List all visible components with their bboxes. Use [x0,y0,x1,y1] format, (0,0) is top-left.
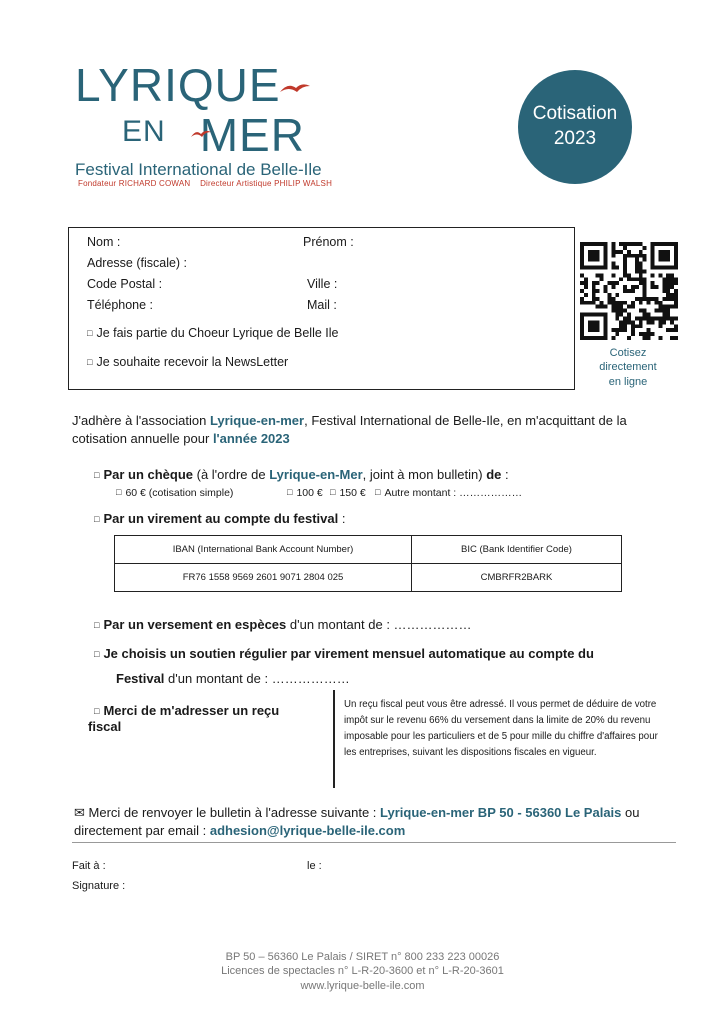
intro-year: l'année 2023 [212,430,290,446]
cheque-text-2: , joint à mon bulletin) [362,467,487,482]
iban-header: IBAN (International Bank Account Number) [115,536,412,564]
field-fait-a[interactable]: Fait à : [72,860,106,872]
recu-title-2: fiscal [88,719,122,734]
bird-small-icon [190,128,212,139]
logo-en: EN [122,115,166,148]
field-nom[interactable]: Nom : [87,235,121,249]
option-mensuel[interactable] [94,645,594,663]
bic-header: BIC (Bank Identifier Code) [412,536,622,564]
founder-label: Fondateur [78,179,117,188]
renvoi-text-1: Merci de renvoyer le bulletin à l'adresse suivante : [84,805,381,820]
logo-mer: MER [199,109,305,161]
cheque-opt1-label: 60 € (cotisation simple) [125,487,234,499]
cheque-option-150[interactable] [330,486,366,500]
badge-year: 2023 [553,128,597,149]
recu-title-1: Merci de m'adresser un reçu [103,703,280,718]
cheque-opt4-label: Autre montant : ……………… [384,487,523,499]
intro-text-2: , Festival International de Belle-Ile, en m'acquittant de la [304,413,627,428]
table-row [115,536,622,564]
bic-value: CMBRFR2BARK [412,564,622,592]
founder-name: RICHARD COWAN [118,179,191,188]
qr-caption-line1: Cotisez [609,347,647,359]
cheque-de: de [486,467,502,482]
field-prenom[interactable]: Prénom : [303,235,354,249]
footer [0,950,725,993]
field-adresse[interactable]: Adresse (fiscale) : [87,256,188,270]
qr-code-icon[interactable] [580,242,678,340]
footer-website[interactable]: www.lyrique-belle-ile.com [300,979,425,992]
field-date[interactable]: le : [307,860,322,872]
footer-licences: Licences de spectacles n° L-R-20-3600 et n° L-R-20-3601 [221,965,504,978]
iban-value: FR76 1558 9569 2601 9071 2804 025 [115,564,412,592]
option-especes[interactable] [94,616,472,634]
cheque-option-60[interactable] [116,486,233,500]
checkbox-choeur[interactable] [87,326,338,340]
checkbox-icon: □ [287,487,293,497]
checkbox-icon: □ [94,706,100,716]
intro-text-3: cotisation annuelle pour [72,430,213,446]
mensuel-festival: Festival [116,671,165,686]
cotisation-badge [518,70,632,184]
checkbox-icon: □ [94,649,100,659]
checkbox-icon: □ [94,514,100,524]
checkbox-icon: □ [87,357,93,367]
qr-caption [580,346,676,389]
newsletter-label: Je souhaite recevoir la NewsLetter [96,355,289,369]
especes-amount: d'un montant de : ……………… [286,617,472,632]
virement-colon: : [338,511,346,526]
renvoi-text-2: ou [621,805,640,820]
option-cheque[interactable] [94,466,509,484]
email-link[interactable]: adhesion@lyrique-belle-ile.com [209,822,406,838]
logo-line1: LYRIQUE [75,59,281,111]
cheque-opt2-label: 100 € [296,487,323,499]
checkbox-icon: □ [330,487,336,497]
qr-caption-line3: en ligne [608,375,648,388]
footer-address: BP 50 – 56360 Le Palais / SIRET n° 800 233 223 00026 [225,951,500,963]
especes-title: Par un versement en espèces [103,617,287,632]
cheque-title: Par un chèque [103,467,194,482]
envelope-icon: ✉ [74,805,85,820]
logo-line2 [122,109,305,161]
intro-text-1: J'adhère à l'association [72,413,210,428]
cheque-colon: : [501,467,509,482]
checkbox-icon: □ [87,328,93,338]
intro-org: Lyrique-en-mer [209,413,305,428]
logo-subtitle: Festival International de Belle-Ile [75,160,322,179]
bank-details-table [114,535,622,592]
divider-horizontal [72,842,676,843]
table-row [115,564,622,592]
checkbox-icon: □ [375,487,381,497]
cheque-opt3-label: 150 € [339,487,366,499]
badge-title: Cotisation [532,103,618,125]
cheque-option-100[interactable] [287,486,323,500]
mensuel-title: Je choisis un soutien régulier par virement mensuel automatique au compte du [103,646,594,661]
intro-paragraph [72,412,672,447]
mensuel-line2 [116,670,350,688]
field-ville[interactable]: Ville : [307,277,338,291]
field-mail[interactable]: Mail : [307,298,337,312]
cheque-option-autre[interactable] [375,486,522,500]
virement-title: Par un virement au compte du festival [103,511,339,526]
choeur-label: Je fais partie du Choeur Lyrique de Belle Ile [96,326,339,340]
field-telephone[interactable]: Téléphone : [87,298,154,312]
qr-caption-line2: directement [599,361,657,374]
checkbox-icon: □ [116,487,122,497]
fiscal-note: Un reçu fiscal peut vous être adressé. Il vous permet de déduire de votre impôt sur le revenu 66% du versement dans la limite de 20% du revenu imposable pour les particuliers et de 5 pour mille du chiffre d'affaires pour les entreprises, suivant les dispositions fiscales en vigueur. [344,699,658,758]
cheque-text-1: (à l'ordre de [193,467,270,482]
director-label: Directeur Artistique [200,179,272,188]
field-code-postal[interactable]: Code Postal : [87,277,163,291]
cheque-org: Lyrique-en-Mer [269,467,363,482]
option-virement[interactable] [94,510,345,528]
checkbox-icon: □ [94,620,100,630]
logo-credits [78,179,332,188]
checkbox-newsletter[interactable] [87,355,288,369]
field-signature[interactable]: Signature : [72,880,126,892]
renvoi-address: Lyrique-en-mer BP 50 - 56360 Le Palais [380,805,622,820]
mensuel-amount: d'un montant de : ……………… [164,671,350,686]
director-name: PHILIP WALSH [274,179,333,188]
checkbox-icon: □ [94,470,100,480]
bird-icon [278,80,312,96]
option-recu-fiscal[interactable] [94,702,279,720]
return-instructions [74,804,684,839]
renvoi-text-3: directement par email : [74,822,210,838]
divider-vertical [333,690,335,788]
